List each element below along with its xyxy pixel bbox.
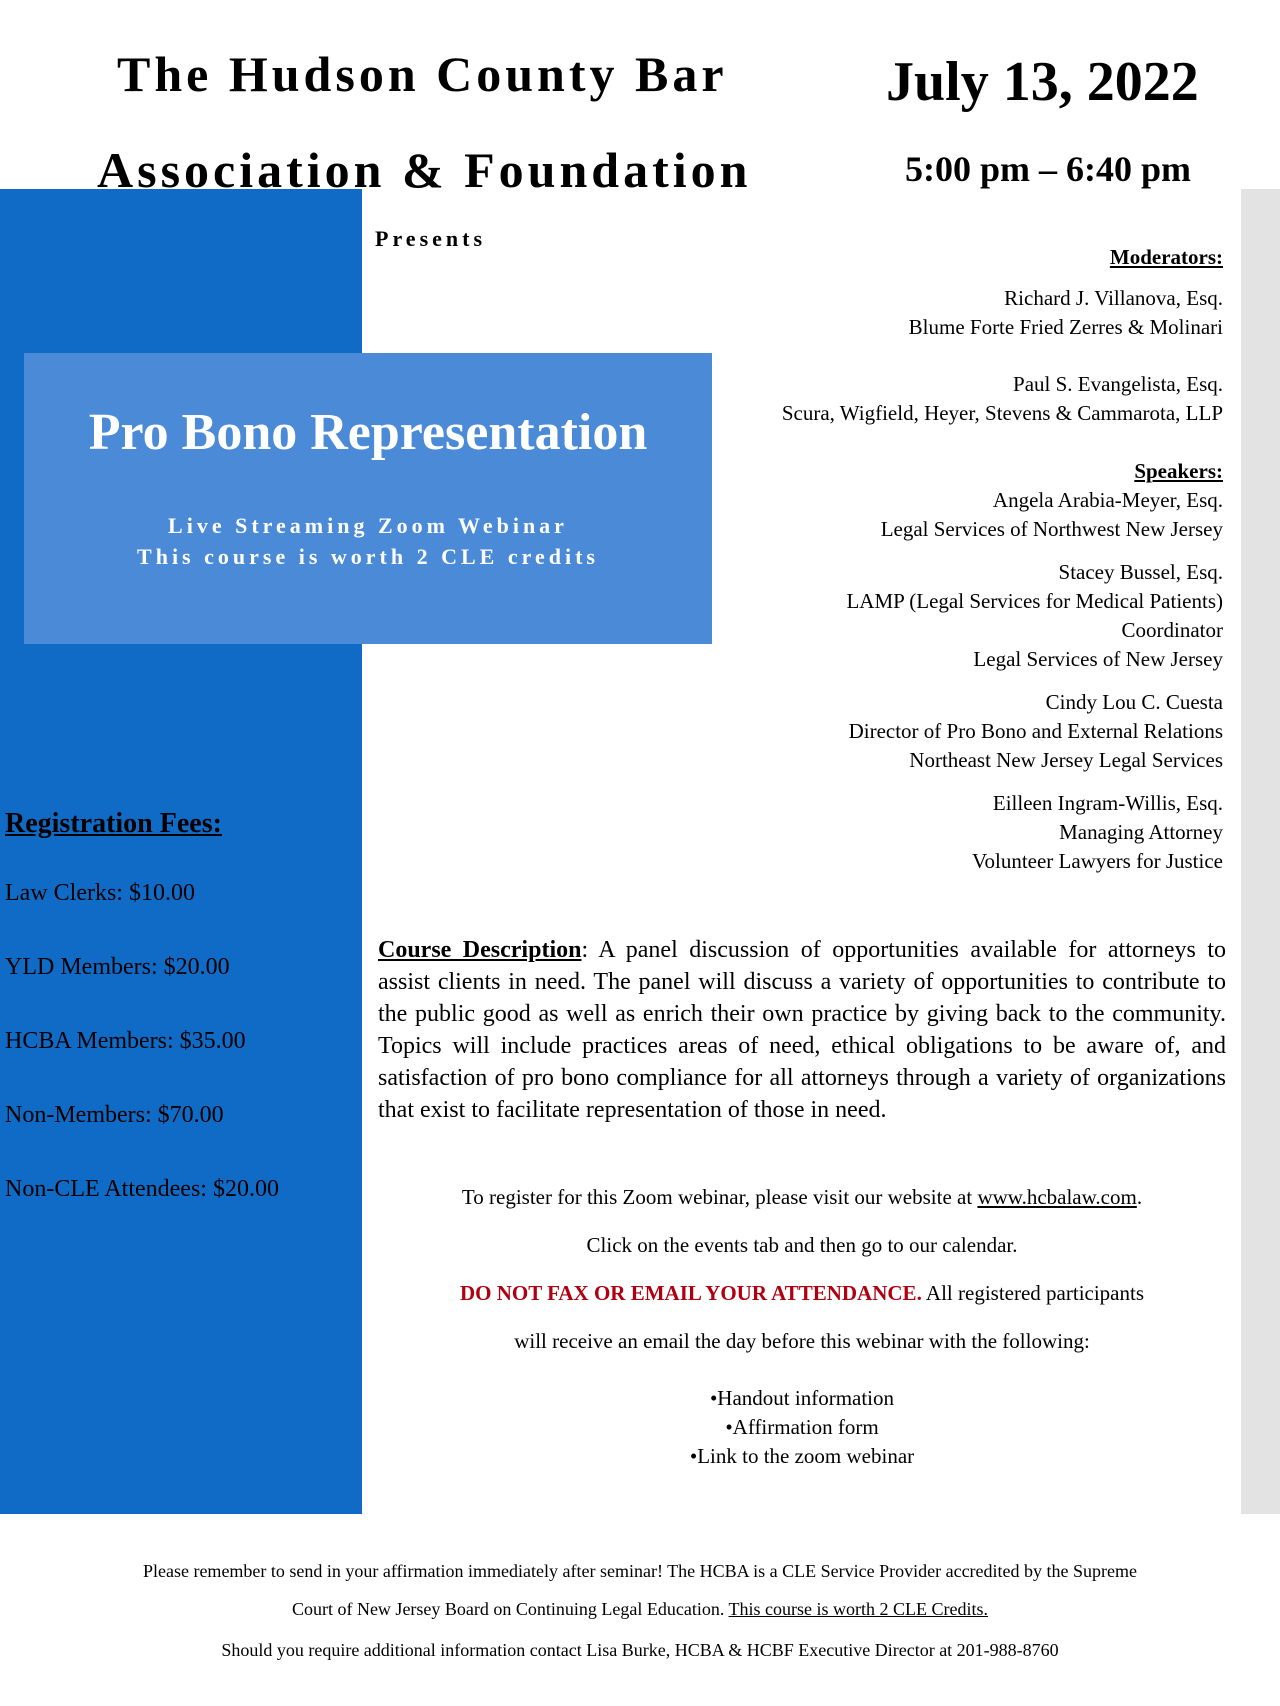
course-title: Pro Bono Representation xyxy=(88,404,648,461)
speaker-3 xyxy=(846,688,1223,775)
footer-cle-credits: This course is worth 2 CLE Credits. xyxy=(728,1599,989,1619)
moderator-firm: Scura, Wigfield, Heyer, Stevens & Cammarota, LLP xyxy=(781,401,1223,425)
right-gray-strip xyxy=(1241,189,1280,1514)
list-item: •Link to the zoom webinar xyxy=(689,1444,915,1468)
fees-heading-colon: : xyxy=(212,808,222,839)
cle-credit-label: This course is worth 2 CLE credits xyxy=(137,544,599,569)
description-text: : A panel discussion of opportunities available for attorneys to assist clients in need. The panel will discuss a variety of opportunities to contribute to the public good as well as enrich their own practice by giving back to the community. Topics will include practices areas of need, ethical obligations to be aware of, and satisfaction of pro bono compliance for all attorneys through a variety of organizations that exist to facilitate representation of those in need. xyxy=(378,937,1227,1123)
webinar-label: Live Streaming Zoom Webinar xyxy=(168,513,568,538)
fee-item: Non-CLE Attendees: $20.00 xyxy=(5,1176,279,1202)
fee-item: YLD Members: $20.00 xyxy=(5,954,230,980)
moderator-name: Richard J. Villanova, Esq. xyxy=(1004,286,1223,310)
speaker-name: Cindy Lou C. Cuesta xyxy=(1045,690,1223,714)
presents-label: Presents xyxy=(375,226,487,251)
speaker-title: Managing Attorney xyxy=(1059,820,1223,844)
speaker-name: Stacey Bussel, Esq. xyxy=(1058,560,1223,584)
moderator-firm: Blume Forte Fried Zerres & Molinari xyxy=(908,315,1223,339)
speaker-org: Legal Services of Northwest New Jersey xyxy=(880,517,1223,541)
email-notice: will receive an email the day before this webinar with the following: xyxy=(514,1329,1090,1353)
footer-line2 xyxy=(0,1599,1280,1620)
attendance-warning: DO NOT FAX OR EMAIL YOUR ATTENDANCE. xyxy=(459,1281,922,1305)
calendar-instruction: Click on the events tab and then go to our calendar. xyxy=(586,1233,1018,1257)
org-name-line2: Association & Foundation xyxy=(97,142,752,198)
footer-board-text: Court of New Jersey Board on Continuing Legal Education. xyxy=(291,1599,729,1619)
attendance-warning-line xyxy=(378,1281,1226,1306)
speaker-1 xyxy=(846,486,1223,544)
fee-item: Law Clerks: $10.00 xyxy=(5,880,195,906)
speaker-org: Northeast New Jersey Legal Services xyxy=(909,748,1223,772)
footer-contact: Should you require additional information contact Lisa Burke, HCBA & HCBF Executive Director at 201-988-8760 xyxy=(221,1640,1059,1660)
register-line xyxy=(378,1185,1226,1210)
register-text: To register for this Zoom webinar, please visit our website at xyxy=(461,1185,978,1209)
list-item: •Affirmation form xyxy=(725,1415,879,1439)
moderator-name: Paul S. Evangelista, Esq. xyxy=(1013,372,1223,396)
speaker-name: Eilleen Ingram-Willis, Esq. xyxy=(992,791,1223,815)
speaker-name: Angela Arabia-Meyer, Esq. xyxy=(992,488,1223,512)
speaker-2 xyxy=(846,558,1223,674)
website-link[interactable]: www.hcbalaw.com xyxy=(977,1185,1137,1209)
speaker-4 xyxy=(846,789,1223,876)
speakers-section xyxy=(846,457,1223,876)
speaker-org: LAMP (Legal Services for Medical Patients) xyxy=(846,589,1223,613)
speakers-heading: Speakers: xyxy=(1134,459,1223,483)
course-description xyxy=(378,934,1226,1126)
moderator-1 xyxy=(782,284,1223,342)
list-item: •Handout information xyxy=(709,1386,895,1410)
fee-item: Non-Members: $70.00 xyxy=(5,1102,224,1128)
event-date: July 13, 2022 xyxy=(886,51,1199,113)
course-title-box xyxy=(24,353,712,644)
footer-line1: Please remember to send in your affirmation immediately after seminar! The HCBA is a CLE Service Provider accredited by the Supreme xyxy=(142,1561,1138,1581)
speaker-org: Legal Services of New Jersey xyxy=(973,647,1223,671)
moderators-section xyxy=(782,243,1223,428)
participants-text: All registered participants xyxy=(921,1281,1145,1305)
fees-heading-text: Registration Fees xyxy=(5,808,213,839)
register-period: . xyxy=(1136,1185,1143,1209)
registration-fees xyxy=(5,808,279,1210)
fee-item: HCBA Members: $35.00 xyxy=(5,1028,246,1054)
speaker-org: Volunteer Lawyers for Justice xyxy=(972,849,1223,873)
moderator-2 xyxy=(782,370,1223,428)
event-time: 5:00 pm – 6:40 pm xyxy=(905,149,1191,189)
email-contents-list xyxy=(378,1384,1226,1471)
moderators-heading: Moderators: xyxy=(1109,245,1223,269)
speaker-title: Director of Pro Bono and External Relations xyxy=(848,719,1223,743)
fees-heading xyxy=(5,808,279,840)
speaker-title: Coordinator xyxy=(1121,618,1223,642)
description-label: Course Description xyxy=(378,937,582,963)
org-name-line1: The Hudson County Bar xyxy=(117,46,728,102)
